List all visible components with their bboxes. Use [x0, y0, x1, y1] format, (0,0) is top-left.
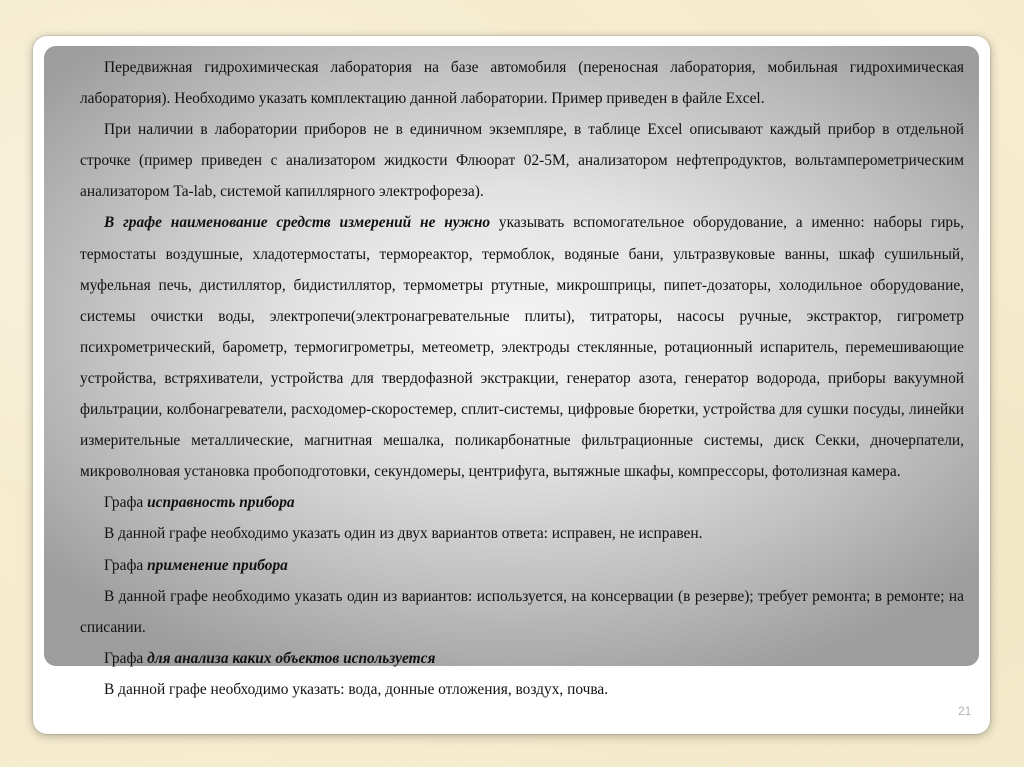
- paragraph-mobile-lab: Передвижная гидрохимическая лаборатория на базе автомобиля (переносная лаборатория, мобильная гидрохимическая лаборатория). Необходимо указать комплектацию данной лаборатории. Пример приведен в файле Excel.: [80, 59, 964, 108]
- heading-emphasis: применение прибора: [147, 556, 288, 574]
- paragraph-usage: В данной графе необходимо указать один из вариантов: используется, на консервации (в резерве); требует ремонта; в ремонте; на списании.: [80, 587, 964, 636]
- paragraph-serviceability: В данной графе необходимо указать один из двух вариантов ответа: исправен, не исправен.: [104, 525, 703, 543]
- emphasis-text: В графе наименование средств измерений не нужно: [104, 214, 491, 232]
- heading-prefix: Графа: [104, 494, 148, 512]
- heading-emphasis: исправность прибора: [147, 494, 295, 512]
- heading-analysis-objects: [80, 643, 964, 674]
- heading-prefix: Графа: [104, 649, 148, 667]
- heading-usage: [80, 550, 964, 581]
- paragraph-auxiliary-equipment: [80, 207, 964, 487]
- paragraph-analysis-objects: В данной графе необходимо указать: вода, донные отложения, воздух, почва.: [104, 680, 609, 698]
- slide-number: 21: [958, 704, 972, 718]
- heading-prefix: Графа: [104, 556, 148, 574]
- equipment-list: указывать вспомогательное оборудование, а именно: наборы гирь, термостаты воздушные, хладотермостаты, термореактор, термоблок, водяные бани, ультразвуковые ванны, шкаф сушильный, муфельная печь, дистиллятор, бидистиллятор, термометры ртутные, микрошприцы, пипет-дозаторы, холодильное оборудование, системы очистки воды, электропечи(электронагревательные плиты), титраторы, насосы ручные, экстрактор, гигрометр психрометрический, барометр, термогигрометры, метеометр, электроды стеклянные, ротационный испаритель, перемешивающие устройства, встряхиватели, устройства для твердофазной экстракции, генератор азота, генератор водорода, приборы вакуумной фильтрации, колбонагреватели, расходомер-скоростемер, сплит-системы, цифровые бюретки, устройства для сушки посуды, линейки измерительные металлические, магнитная мешалка, поликарбонатные фильтрационные системы, диск Секки, дночерпатели, микроволновая установка пробоподготовки, секундомеры, центрифуга, вытяжные шкафы, компрессоры, фотолизная камера.: [80, 214, 964, 481]
- slide-text: [80, 52, 964, 705]
- heading-serviceability: [80, 487, 964, 518]
- heading-emphasis: для анализа каких объектов используется: [147, 649, 436, 667]
- paragraph-multiple-instruments: При наличии в лаборатории приборов не в единичном экземпляре, в таблице Excel описывают каждый прибор в отдельной строчке (пример приведен с анализатором жидкости Флюорат 02-5М, анализатором нефтепродуктов, вольтамперометрическим анализатором Ta-lab, системой капиллярного электрофореза).: [80, 121, 964, 201]
